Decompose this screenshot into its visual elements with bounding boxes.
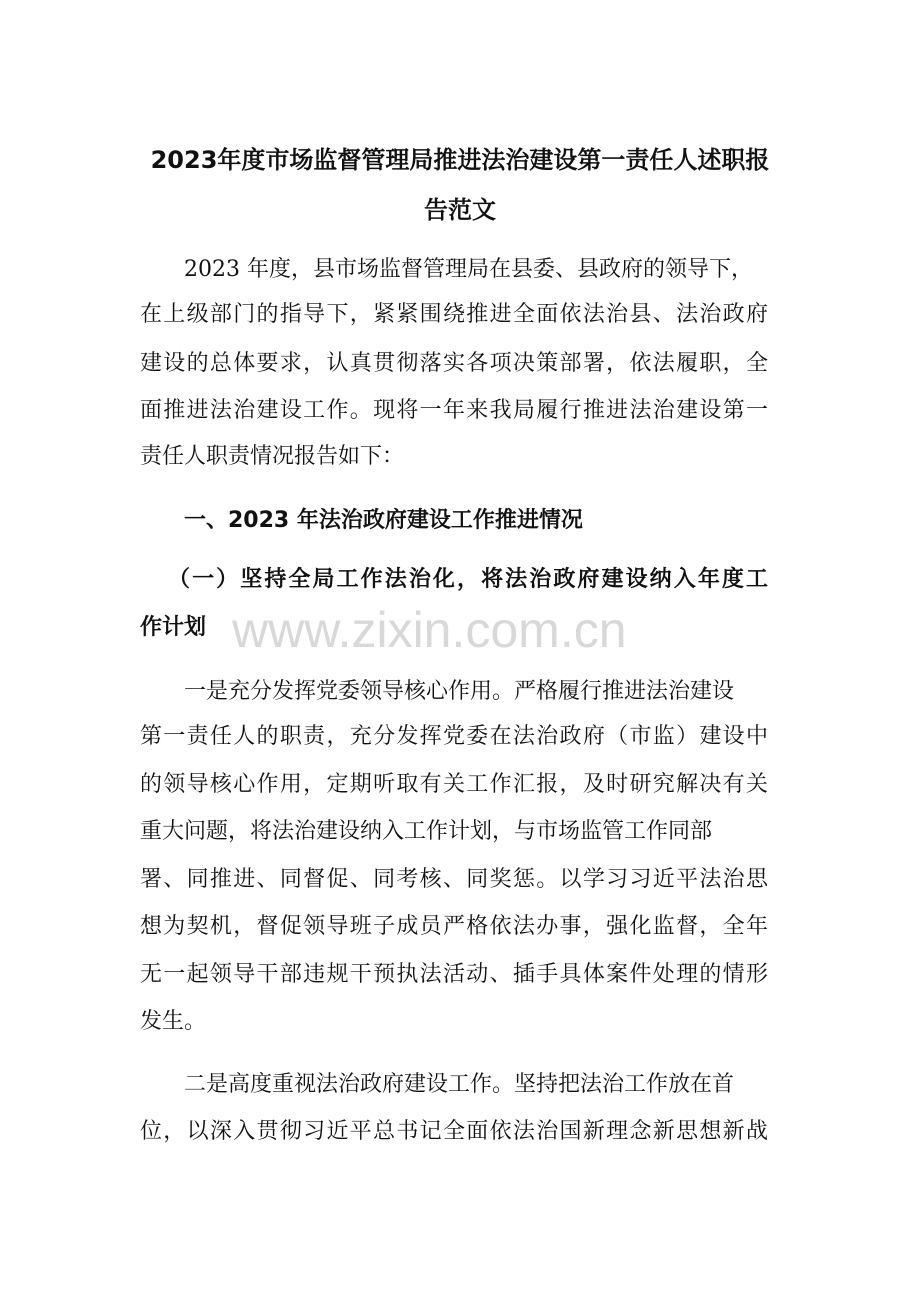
intro-line-3: 建设的总体要求，认真贯彻落实各项决策部署，依法履职，全 [140,351,768,376]
para1-line-1: 一是充分发挥党委领导核心作用。严格履行推进法治建设 [184,679,735,704]
para1-line-7: 无一起领导干部违规干预执法活动、插手具体案件处理的情形 [140,962,768,987]
para1-line-2: 第一责任人的职责，充分发挥党委在法治政府（市监）建设中 [140,724,768,749]
watermark-text: www.zixin.com.cn [232,602,627,658]
para1-line-6: 想为契机，督促领导班子成员严格依法办事，强化监督，全年 [140,914,768,939]
para2-line-2: 位，以深入贯彻习近平总书记全面依法治国新理念新思想新战 [140,1119,768,1144]
para1-line-3: 的领导核心作用，定期听取有关工作汇报，及时研究解决有关 [140,772,768,797]
subsection-heading-1-line-1: （一）坚持全局工作法治化，将法治政府建设纳入年度工 [168,567,768,592]
intro-line-2: 在上级部门的指导下，紧紧围绕推进全面依法治县、法治政府 [140,302,768,327]
intro-line-4: 面推进法治建设工作。现将一年来我局履行推进法治建设第一 [140,398,768,423]
document-title-line-1: 2023年度市场监督管理局推进法治建设第一责任人述职报 [150,146,770,174]
intro-line-1: 2023 年度，县市场监督管理局在县委、县政府的领导下， [184,257,753,282]
subsection-heading-1-line-2: 作计划 [140,615,207,640]
document-title-line-2: 告范文 [424,196,496,224]
para1-line-4: 重大问题，将法治建设纳入工作计划，与市场监管工作同部 [140,819,713,844]
intro-line-5: 责任人职责情况报告如下： [140,444,405,469]
section-heading-1: 一、2023 年法治政府建设工作推进情况 [184,508,583,533]
para1-line-5: 署、同推进、同督促、同考核、同奖惩。以学习习近平法治思 [140,867,768,892]
para2-line-1: 二是高度重视法治政府建设工作。坚持把法治工作放在首 [184,1072,735,1097]
para1-line-8: 发生。 [140,1009,207,1034]
